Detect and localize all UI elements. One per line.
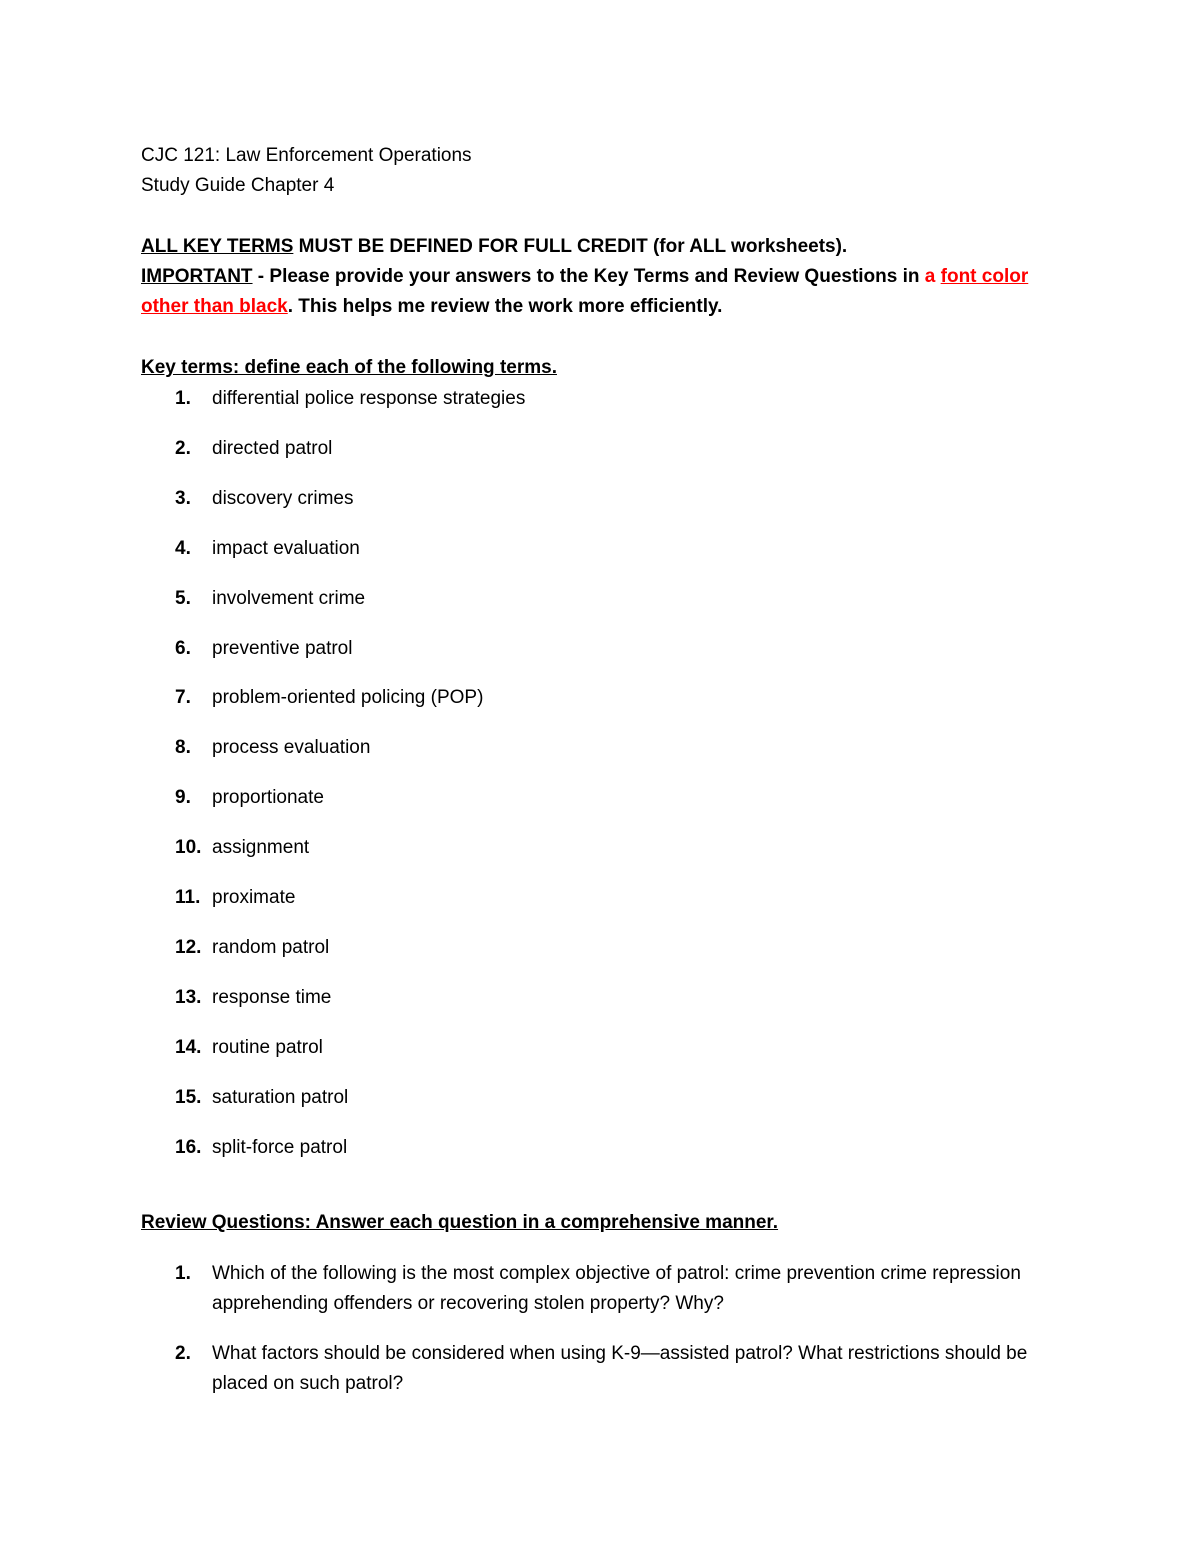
key-term-number: 13. [175, 987, 202, 1008]
key-term: process evaluation [212, 737, 371, 758]
key-terms-heading: Key terms: define each of the following terms. [141, 357, 557, 378]
key-term: differential police response strategies [212, 388, 526, 409]
review-question-number: 1. [175, 1263, 191, 1284]
key-term: response time [212, 987, 332, 1008]
key-term: routine patrol [212, 1037, 323, 1058]
key-term-number: 11. [175, 887, 201, 908]
key-term-number: 7. [175, 687, 191, 708]
important-notice-line1 [141, 265, 1028, 289]
key-term: problem-oriented policing (POP) [212, 687, 484, 708]
keyterms-notice [141, 235, 847, 259]
key-term: random patrol [212, 937, 330, 958]
key-term: discovery crimes [212, 488, 354, 509]
key-term-number: 5. [175, 588, 191, 609]
key-term-number: 12. [175, 937, 202, 958]
key-term: directed patrol [212, 438, 333, 459]
review-question-number: 2. [175, 1343, 191, 1364]
keyterms-notice-text: MUST BE DEFINED FOR FULL CREDIT (for ALL worksheets). [293, 236, 848, 257]
key-term: proportionate [212, 787, 324, 808]
key-term: impact evaluation [212, 538, 360, 559]
key-term-number: 14. [175, 1037, 202, 1058]
key-term-number: 9. [175, 787, 191, 808]
key-term: split-force patrol [212, 1137, 348, 1158]
key-term-number: 3. [175, 488, 191, 509]
review-question: What factors should be considered when using K-9—assisted patrol? What restrictions should be placed on such patrol? [212, 1343, 1028, 1394]
keyterms-notice-label: ALL KEY TERMS [141, 236, 294, 257]
important-red-link-2: other than black [141, 296, 288, 317]
guide-title: Study Guide Chapter 4 [141, 175, 335, 196]
key-term-number: 16. [175, 1137, 202, 1158]
important-notice-line2 [141, 295, 722, 319]
important-label: IMPORTANT [141, 266, 253, 287]
key-term: proximate [212, 887, 296, 908]
key-term-number: 8. [175, 737, 191, 758]
important-text: - Please provide your answers to the Key Terms and Review Questions in [252, 266, 925, 287]
key-term-number: 10. [175, 837, 202, 858]
important-end: . This helps me review the work more efficiently. [287, 296, 723, 317]
key-term: saturation patrol [212, 1087, 349, 1108]
review-questions-heading: Review Questions: Answer each question in a comprehensive manner. [141, 1212, 779, 1233]
key-term: preventive patrol [212, 638, 353, 659]
key-term-number: 15. [175, 1087, 202, 1108]
important-red-link-1: font color [940, 266, 1029, 287]
key-term-number: 1. [175, 388, 191, 409]
course-title: CJC 121: Law Enforcement Operations [141, 145, 472, 166]
review-question: Which of the following is the most complex objective of patrol: crime prevention crime repression apprehending offenders or recovering stolen property? Why? [212, 1263, 1021, 1314]
key-term: involvement crime [212, 588, 366, 609]
key-term-number: 4. [175, 538, 191, 559]
key-term: assignment [212, 837, 310, 858]
important-red-a: a [924, 266, 941, 287]
key-term-number: 2. [175, 438, 191, 459]
key-term-number: 6. [175, 638, 191, 659]
